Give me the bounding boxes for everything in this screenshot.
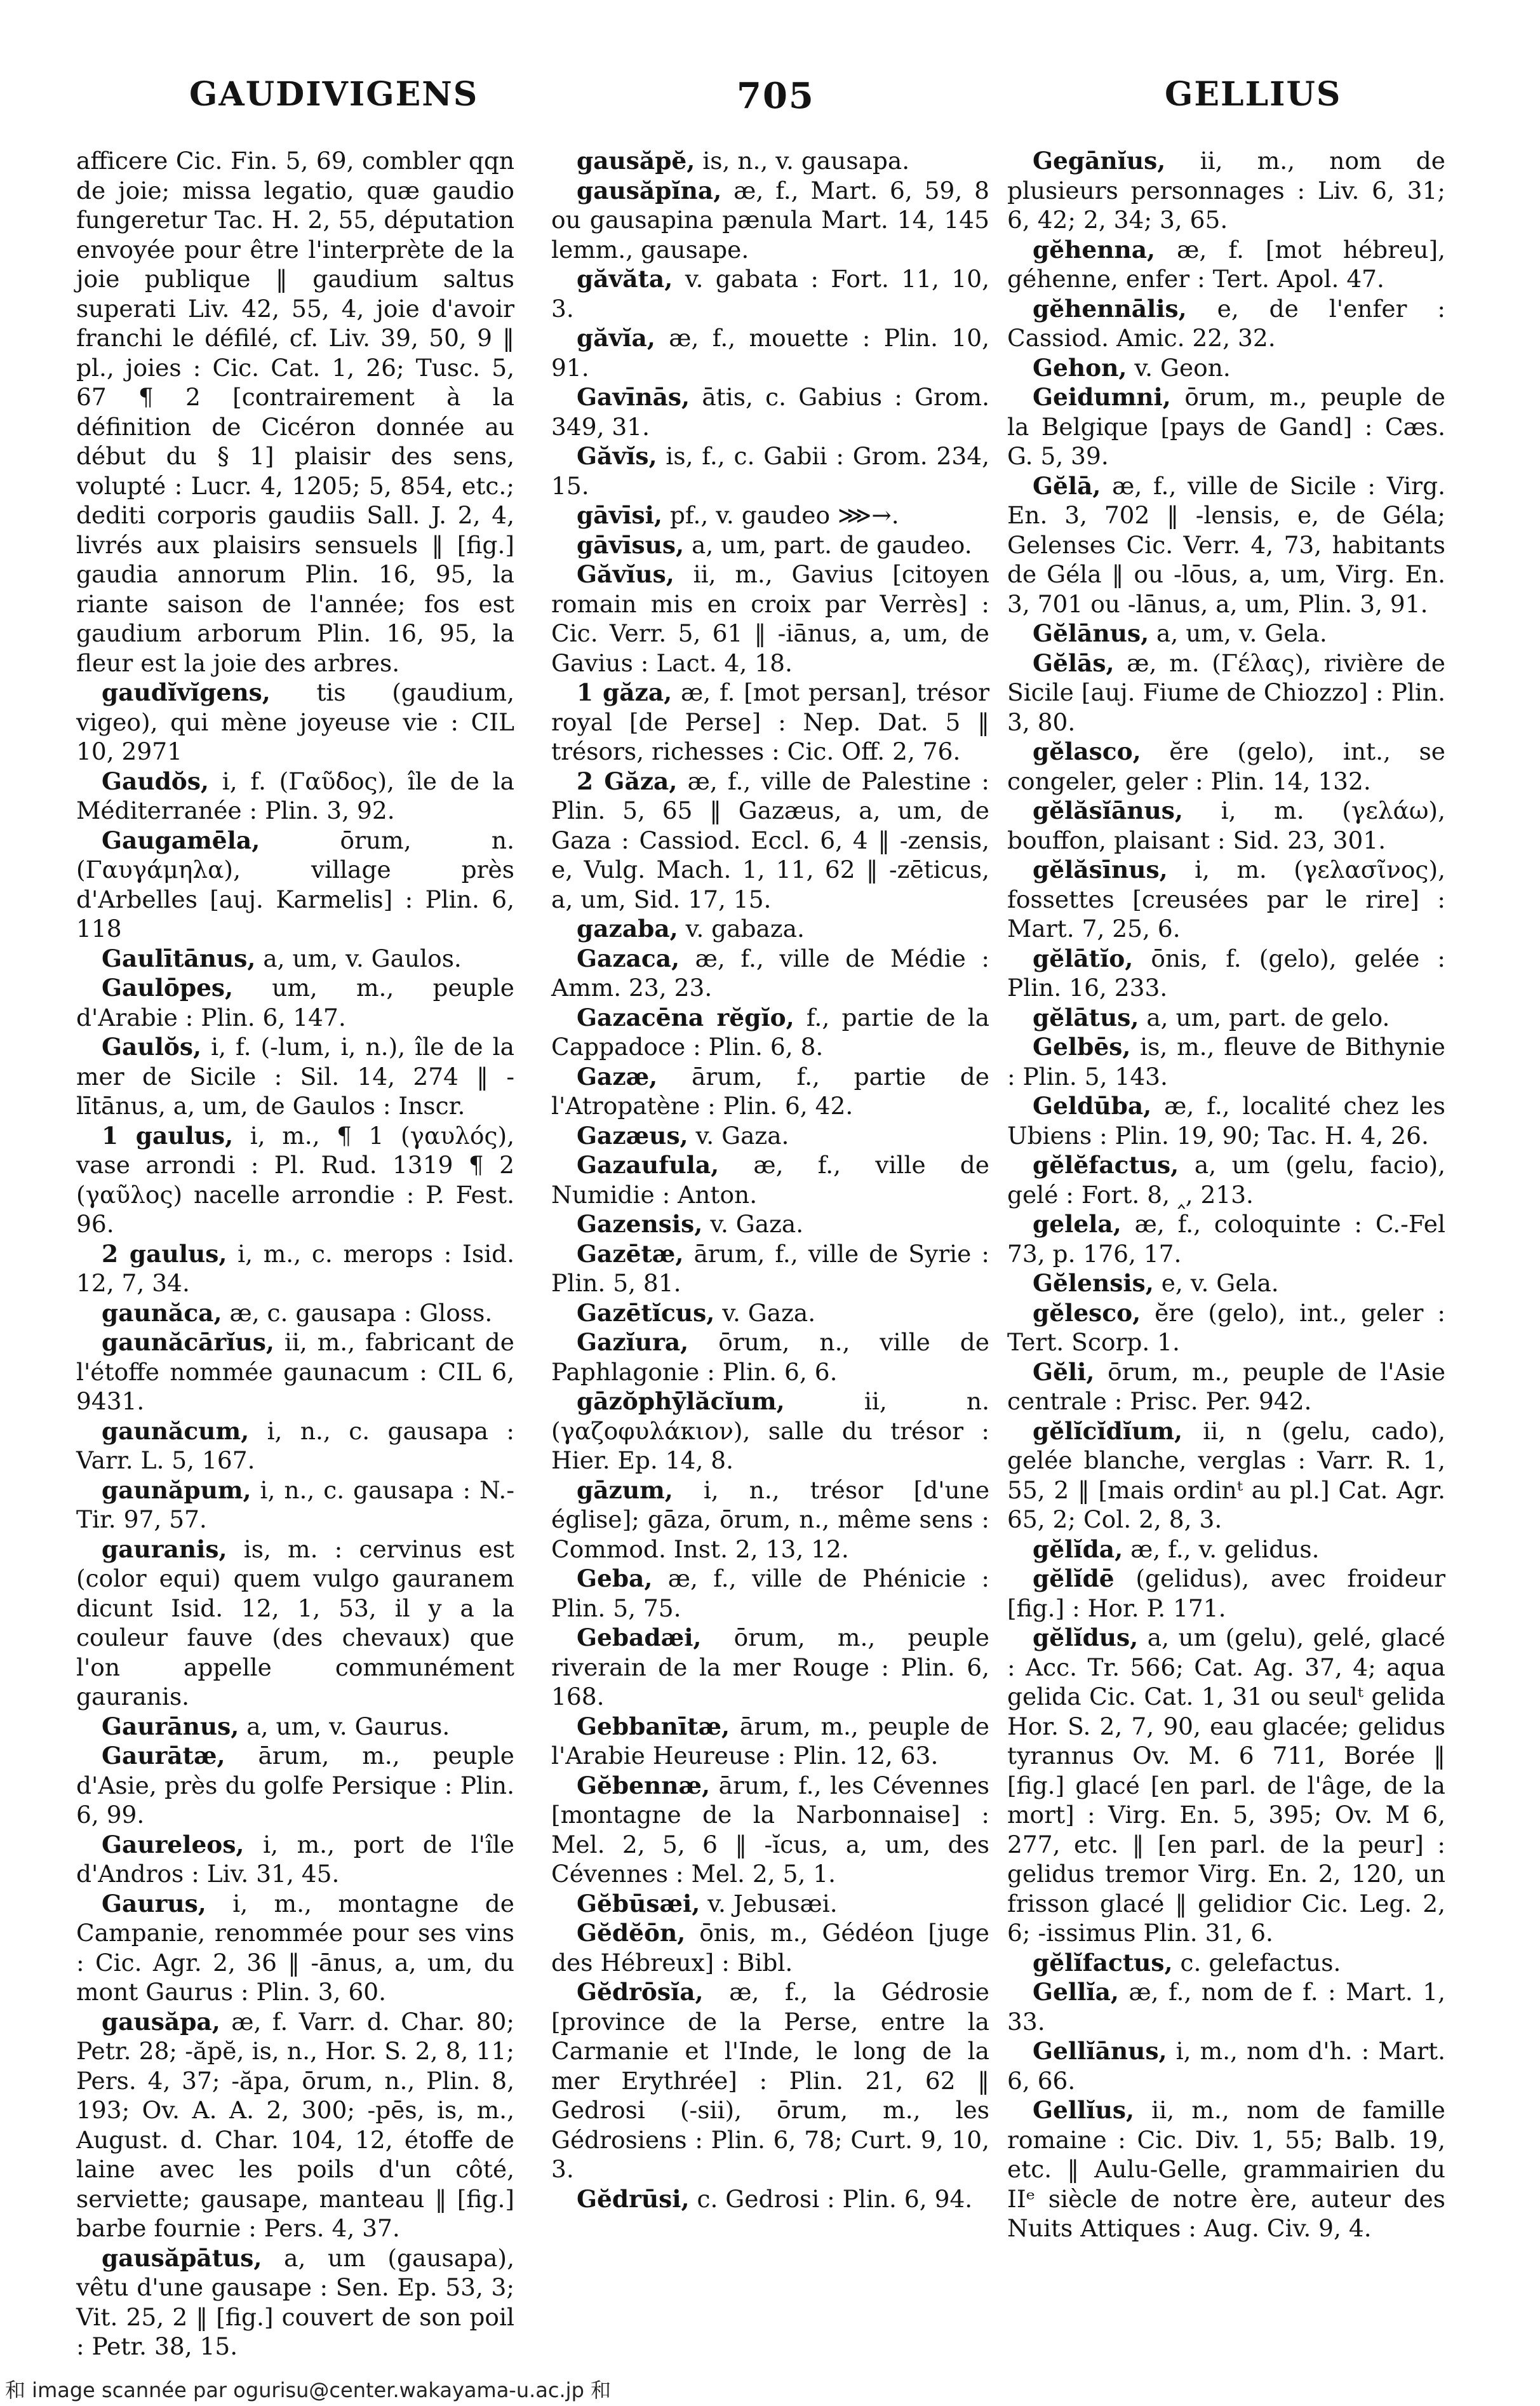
dictionary-entry bbox=[76, 1712, 514, 1742]
entry-definition: um, m., peuple d'Arabie : Plin. 6, 147. bbox=[76, 974, 514, 1032]
entry-headword: Gĕlās, bbox=[1033, 649, 1115, 677]
dictionary-entry bbox=[1007, 1268, 1445, 1298]
entry-definition: i, n., c. gausapa : N.-Tir. 97, 57. bbox=[76, 1475, 515, 1533]
dictionary-entry bbox=[551, 2184, 989, 2214]
entry-definition: ārum, m., peuple de l'Arabie Heureuse : Plin. 12, 63. bbox=[551, 1712, 989, 1770]
entry-headword: Gĕlensis, bbox=[1033, 1269, 1154, 1297]
dictionary-entry bbox=[551, 1387, 989, 1475]
entry-definition: afficere Cic. Fin. 5, 69, combler qqn de joie; missa legatio, quæ gaudio fungeretur Tac. H. 2, 55, députation envoyée pour être l'interprète de la joie publique ‖ gaudium saltus superati Liv. 42, 55, 4, joie d'avoir franchi le défilé, cf. Liv. 39, 50, 9 ‖ pl., joies : Cic. Cat. 1, 26; Tusc. 5, 67 ¶ 2 [contrairement à la définition de Cicéron donnée au début du § 1] plaisir des sens, volupté : Lucr. 4, 1205; 5, 854, etc.; dediti corporis gaudiis Sall. J. 2, 4, livrés aux plaisirs sensuels ‖ [fig.] gaudia annorum Plin. 16, 95, la riante saison de l'année; fos est gaudium arborum Plin. 16, 95, la fleur est la joie des arbres. bbox=[76, 147, 514, 677]
entry-headword: gaunăcārĭus, bbox=[102, 1328, 274, 1356]
entry-definition: f., partie de la Cappadoce : Plin. 6, 8. bbox=[551, 1003, 989, 1061]
entry-definition: i, f. (Γαῦδος), île de la Méditerranée : Plin. 3, 92. bbox=[76, 767, 515, 824]
entry-headword: Gelbēs, bbox=[1033, 1033, 1131, 1061]
entry-definition: æ, c. gausapa : Gloss. bbox=[229, 1298, 493, 1327]
entry-definition: ii, m., nom de famille romaine : Cic. Div. 1, 55; Balb. 19, etc. ‖ Aulu-Gelle, grammairien du IIᵉ siècle de notre ère, auteur des Nuits Attiques : Aug. Civ. 9, 4. bbox=[1007, 2096, 1445, 2242]
entry-definition: a, um, v. Gela. bbox=[1156, 619, 1327, 647]
entry-definition: i, m., ¶ 1 (γαυλός), vase arrondi : Pl. Rud. 1319 ¶ 2 (γαῦλος) nacelle arrondie : P. Fest. 96. bbox=[76, 1121, 515, 1238]
entry-headword: găvĭa, bbox=[577, 324, 655, 352]
dictionary-entry bbox=[551, 1209, 989, 1239]
dictionary-entry bbox=[1007, 471, 1445, 619]
dictionary-entry bbox=[1007, 1564, 1445, 1623]
entry-definition: æ, f., v. gelidus. bbox=[1130, 1535, 1320, 1563]
entry-headword: gĕlăsĭānus, bbox=[1033, 796, 1183, 824]
dictionary-entry bbox=[551, 264, 989, 323]
entry-definition: a, um (gelu), gelé, glacé : Acc. Tr. 566; Cat. Ag. 37, 4; aqua gelida Cic. Cat. 1, 31 ou seulᵗ gelida Hor. S. 2, 7, 90, eau glacée; gelidus tyrannus Ov. M. 6 711, Borée ‖ [fig.] glacé [en parl. de l'âge, de la mort] : Virg. En. 5, 395; Ov. M 6, 277, etc. ‖ [en parl. de la peur] : gelidus tremor Virg. En. 2, 120, un frisson glacé ‖ gelidior Cic. Leg. 2, 6; -issimus Plin. 31, 6. bbox=[1007, 1623, 1446, 1947]
entry-headword: Gaureleos, bbox=[102, 1830, 244, 1858]
dictionary-entry bbox=[1007, 382, 1445, 471]
entry-headword: Gaulŏs, bbox=[102, 1033, 202, 1061]
dictionary-entry bbox=[551, 146, 989, 176]
entry-definition: æ, f. [mot hébreu], géhenne, enfer : Tert. Apol. 47. bbox=[1007, 235, 1446, 293]
entry-definition: æ, f., ville de Palestine : Plin. 5, 65 ‖ Gazæus, a, um, de Gaza : Cassiod. Eccl. 6, 4 ‖ -zensis, e, Vulg. Mach. 1, 11, 62 ‖ -zēticus, a, um, Sid. 17, 15. bbox=[551, 767, 989, 913]
entry-definition: i, m. (γελάω), bouffon, plaisant : Sid. 23, 301. bbox=[1007, 796, 1445, 854]
dictionary-entry bbox=[551, 1062, 989, 1121]
entry-definition: i, m., port de l'île d'Andros : Liv. 31, 45. bbox=[76, 1830, 514, 1888]
entry-headword: Gazētĭcus, bbox=[577, 1298, 715, 1327]
entry-headword: Gĕbennæ, bbox=[577, 1771, 711, 1799]
entry-definition: æ, f., coloquinte : C.-Fel 73, p. 176, 17. bbox=[1007, 1210, 1445, 1268]
entry-headword: gauranis, bbox=[102, 1535, 227, 1563]
dictionary-entry bbox=[551, 678, 989, 767]
entry-definition: v. Jebusæi. bbox=[707, 1889, 838, 1918]
entry-headword: Gehon, bbox=[1033, 353, 1127, 382]
dictionary-entry bbox=[551, 1121, 989, 1151]
dictionary-entry bbox=[1007, 1948, 1445, 1978]
entry-definition: æ, f., localité chez les Ubiens : Plin. 19, 90; Tac. H. 4, 26. bbox=[1007, 1092, 1445, 1150]
dictionary-entry bbox=[551, 914, 989, 944]
entry-definition: v. Gaza. bbox=[722, 1298, 816, 1327]
entry-headword: Gazaufula, bbox=[577, 1151, 720, 1179]
entry-headword: Gazensis, bbox=[577, 1210, 703, 1238]
entry-headword: gĕlasco, bbox=[1033, 737, 1141, 765]
entry-headword: Gĕlā, bbox=[1033, 471, 1101, 500]
entry-definition: is, m., fleuve de Bithynie : Plin. 5, 143. bbox=[1007, 1033, 1445, 1091]
dictionary-entry bbox=[76, 1830, 514, 1889]
entry-headword: Gaulōpes, bbox=[102, 974, 234, 1002]
dictionary-entry bbox=[76, 1121, 514, 1239]
dictionary-entry bbox=[551, 176, 989, 265]
dictionary-entry bbox=[76, 2007, 514, 2243]
entry-definition: i, m., c. merops : Isid. 12, 7, 34. bbox=[76, 1239, 515, 1297]
entry-headword: gausăpa, bbox=[102, 2007, 220, 2036]
entry-headword: Geba, bbox=[577, 1564, 653, 1592]
entry-headword: Gavīnās, bbox=[577, 383, 690, 411]
entry-definition: v. gabaza. bbox=[685, 915, 805, 943]
entry-headword: Geldūba, bbox=[1033, 1092, 1152, 1120]
entry-headword: gāzŏphȳlăcĭum, bbox=[577, 1387, 785, 1415]
dictionary-entry bbox=[76, 1298, 514, 1328]
header-right-guideword: GELLIUS bbox=[1165, 75, 1342, 114]
entry-definition: æ, f. Varr. d. Char. 80; Petr. 28; -ăpĕ, is, n., Hor. S. 2, 8, 11; Pers. 4, 37; -ăpa, ōrum, n., Plin. 8, 193; Ov. A. A. 2, 300; -pēs, is, m., August. d. Char. 104, 12, étoffe de laine avec les poils d'un côté, serviette; gausape, manteau ‖ [fig.] barbe fournie : Pers. 4, 37. bbox=[76, 2007, 515, 2242]
entry-headword: gĕhenna, bbox=[1033, 235, 1156, 264]
entry-definition: is, n., v. gausapa. bbox=[702, 147, 910, 175]
entry-definition: ii, m., Gavius [citoyen romain mis en croix par Verrès] : Cic. Verr. 5, 61 ‖ -iānus, a, um, de Gavius : Lact. 4, 18. bbox=[551, 560, 990, 677]
entry-definition: a, um, v. Gaulos. bbox=[263, 944, 462, 972]
entry-definition: a, um (gausapa), vêtu d'une gausape : Sen. Ep. 53, 3; Vit. 25, 2 ‖ [fig.] couvert de son poil : Petr. 38, 15. bbox=[76, 2243, 514, 2360]
entry-headword: gĕlesco, bbox=[1033, 1298, 1141, 1327]
entry-headword: Gazacēna rĕgĭo, bbox=[577, 1003, 794, 1032]
entry-headword: gaunăpum, bbox=[102, 1475, 251, 1504]
entry-definition: ii, m., nom de plusieurs personnages : Liv. 6, 31; 6, 42; 2, 34; 3, 65. bbox=[1007, 147, 1445, 234]
dictionary-entry bbox=[1007, 649, 1445, 737]
dictionary-entry bbox=[551, 1475, 989, 1564]
entry-definition: a, um, part. de gaudeo. bbox=[692, 530, 972, 559]
entry-definition: ōrum, n., ville de Paphlagonie : Plin. 6, 6. bbox=[551, 1328, 989, 1386]
dictionary-entry bbox=[1007, 1150, 1445, 1209]
entry-headword: Gazæus, bbox=[577, 1121, 688, 1150]
entry-headword: gĕlĭfactus, bbox=[1033, 1948, 1173, 1977]
entry-definition: ōrum, m., peuple de la Belgique [pays de Gand] : Cæs. G. 5, 39. bbox=[1007, 383, 1445, 470]
column-middle bbox=[551, 146, 989, 2337]
entry-definition: tis (gaudium, vigeo), qui mène joyeuse vie : CIL 10, 2971 bbox=[76, 678, 514, 765]
entry-headword: Gaudŏs, bbox=[102, 767, 209, 795]
entry-definition: æ, f., ville de Sicile : Virg. En. 3, 702 ‖ -lensis, e, de Géla; Gelenses Cic. Verr. 4, 73, habitants de Géla ‖ ou -lōus, a, um, Virg. En. 3, 701 ou -lānus, a, um, Plin. 3, 91. bbox=[1007, 471, 1445, 618]
entry-headword: gĕlātĭo, bbox=[1033, 944, 1134, 972]
entry-headword: gĕlĭdus, bbox=[1033, 1623, 1139, 1651]
dictionary-entry bbox=[1007, 1032, 1445, 1091]
dictionary-entry bbox=[551, 1298, 989, 1328]
entry-definition: ĕre (gelo), int., geler : Tert. Scorp. 1. bbox=[1007, 1298, 1445, 1356]
entry-headword: gausăpĭna, bbox=[577, 176, 722, 205]
entry-headword: găvăta, bbox=[577, 265, 673, 293]
entry-definition: æ, f., la Gédrosie [province de la Perse, entre la Carmanie et l'Inde, le long de la mer Erythrée] : Plin. 21, 62 ‖ Gedrosi (-sii), ōrum, m., les Gédrosiens : Plin. 6, 78; Curt. 9, 10, 3. bbox=[551, 1978, 990, 2183]
dictionary-entry bbox=[1007, 855, 1445, 944]
entry-definition: æ, f., Mart. 6, 59, 8 ou gausapina pænula Mart. 14, 145 lemm., gausape. bbox=[551, 176, 989, 264]
entry-definition: i, m. (γελασῖνος), fossettes [creusées par le rire] : Mart. 7, 25, 6. bbox=[1007, 856, 1445, 943]
entry-definition: v. Gaza. bbox=[695, 1121, 789, 1150]
entry-headword: Gĕdrōsĭa, bbox=[577, 1978, 704, 2006]
entry-definition: æ, f., ville de Phénicie : Plin. 5, 75. bbox=[551, 1564, 989, 1622]
dictionary-entry bbox=[551, 1150, 989, 1209]
entry-headword: Gebadæi, bbox=[577, 1623, 702, 1651]
entry-definition: pf., v. gaudeo ⋙→. bbox=[669, 501, 899, 529]
entry-headword: gĕlātus, bbox=[1033, 1003, 1139, 1032]
dictionary-entry bbox=[551, 944, 989, 1003]
dictionary-entry bbox=[1007, 1623, 1445, 1948]
entry-headword: Gazaca, bbox=[577, 944, 680, 972]
entry-definition: æ, f. [mot persan], trésor royal [de Perse] : Nep. Dat. 5 ‖ trésors, richesses : Cic. Off. 2, 76. bbox=[551, 678, 989, 765]
entry-definition: ii, n (gelu, cado), gelée blanche, verglas : Varr. R. 1, 55, 2 ‖ [mais ordinᵗ au pl.] Cat. Agr. 65, 2; Col. 2, 8, 3. bbox=[1007, 1416, 1445, 1533]
entry-headword: Gellĭus, bbox=[1033, 2096, 1135, 2124]
scan-credit-footer: 和 image scannée par ogurisu@center.wakayama-u.ac.jp 和 bbox=[5, 2378, 612, 2402]
dictionary-entry bbox=[76, 1239, 514, 1298]
entry-definition: i, n., c. gausapa : Varr. L. 5, 167. bbox=[76, 1416, 514, 1474]
dictionary-entry bbox=[551, 1003, 989, 1062]
entry-headword: gaunăcum, bbox=[102, 1416, 250, 1445]
entry-headword: Gĕlānus, bbox=[1033, 619, 1149, 647]
entry-definition: e, v. Gela. bbox=[1161, 1269, 1279, 1297]
dictionary-entry bbox=[1007, 2095, 1445, 2243]
entry-headword: gāvīsi, bbox=[577, 501, 662, 529]
entry-definition: is, f., c. Gabii : Grom. 234, 15. bbox=[551, 442, 990, 500]
entry-headword: 2 Găza, bbox=[577, 767, 678, 795]
dictionary-entry bbox=[551, 1918, 989, 1977]
entry-headword: gaudĭvĭgens, bbox=[102, 678, 271, 706]
entry-headword: gĕlĭda, bbox=[1033, 1535, 1123, 1563]
entry-headword: Gĕbūsæi, bbox=[577, 1889, 700, 1918]
dictionary-entry bbox=[551, 441, 989, 501]
entry-headword: Gazæ, bbox=[577, 1062, 658, 1091]
entry-definition: ārum, f., partie de l'Atropatène : Plin. 6, 42. bbox=[551, 1062, 989, 1120]
entry-definition: a, um, part. de gelo. bbox=[1146, 1003, 1390, 1032]
dictionary-entry bbox=[551, 1977, 989, 2184]
dictionary-entry bbox=[551, 1712, 989, 1771]
dictionary-entry bbox=[76, 973, 514, 1032]
entry-headword: Gazētæ, bbox=[577, 1239, 684, 1268]
entry-headword: Gaurus, bbox=[102, 1889, 206, 1918]
entry-definition: i, m., montagne de Campanie, renommée pour ses vins : Cic. Agr. 2, 36 ‖ -ānus, a, um, du mont Gaurus : Plin. 3, 60. bbox=[76, 1889, 515, 2006]
entry-definition: a, um, v. Gaurus. bbox=[246, 1712, 450, 1740]
entry-headword: 2 gaulus, bbox=[102, 1239, 227, 1268]
entry-headword: Gaulītānus, bbox=[102, 944, 256, 972]
dictionary-entry bbox=[1007, 1416, 1445, 1535]
dictionary-entry bbox=[1007, 619, 1445, 649]
page-number: 705 bbox=[737, 75, 815, 117]
entry-definition: æ, f., mouette : Plin. 10, 91. bbox=[551, 324, 989, 382]
entry-definition: ii, m., fabricant de l'étoffe nommée gaunacum : CIL 6, 9431. bbox=[76, 1328, 515, 1415]
entry-headword: gazaba, bbox=[577, 915, 678, 943]
entry-definition: ōnis, m., Gédéon [juge des Hébreux] : Bibl. bbox=[551, 1919, 989, 1977]
dictionary-entry bbox=[551, 1889, 989, 1919]
entry-definition: is, m. : cervinus est (color equi) quem vulgo gauranem dicunt Isid. 12, 1, 53, il y a la couleur fauve (des chevaux) que l'on appelle communément gauranis. bbox=[76, 1535, 514, 1710]
dictionary-entry bbox=[76, 767, 514, 826]
entry-definition: v. gabata : Fort. 11, 10, 3. bbox=[551, 265, 989, 323]
dictionary-entry bbox=[1007, 146, 1445, 235]
column-left bbox=[76, 146, 515, 2360]
header-left-guideword: GAUDIVIGENS bbox=[189, 75, 479, 114]
entry-headword: Găvĭus, bbox=[577, 560, 674, 588]
dictionary-entry bbox=[1007, 1003, 1445, 1033]
entry-definition: ōrum, n. (Γαυγάμηλα), village près d'Arbelles [auj. Karmelis] : Plin. 6, 118 bbox=[76, 826, 514, 943]
entry-headword: Geidumni, bbox=[1033, 383, 1171, 411]
dictionary-entry bbox=[1007, 1535, 1445, 1564]
entry-definition: ōrum, m., peuple riverain de la mer Rouge : Plin. 6, 168. bbox=[551, 1623, 989, 1710]
entry-headword: Gellĭa, bbox=[1033, 1978, 1119, 2006]
entry-definition: ātis, c. Gabius : Grom. 349, 31. bbox=[551, 383, 990, 441]
entry-definition: v. Gaza. bbox=[710, 1210, 804, 1238]
dictionary-entry bbox=[551, 1564, 989, 1623]
dictionary-entry bbox=[76, 146, 514, 678]
entry-headword: gĕhennālis, bbox=[1033, 294, 1187, 323]
dictionary-entry bbox=[76, 1535, 514, 1712]
dictionary-entry bbox=[1007, 1091, 1445, 1150]
entry-headword: Gebbanītæ, bbox=[577, 1712, 730, 1740]
entry-definition: i, f. (-lum, i, n.), île de la mer de Sicile : Sil. 14, 274 ‖ -lītānus, a, um, de Gaulos : Inscr. bbox=[76, 1033, 514, 1120]
column-right bbox=[1007, 146, 1445, 2337]
entry-headword: gaunăca, bbox=[102, 1298, 222, 1327]
entry-definition: æ, f., ville de Médie : Amm. 23, 23. bbox=[551, 944, 989, 1002]
dictionary-entry bbox=[76, 1741, 514, 1830]
dictionary-entry bbox=[1007, 353, 1445, 383]
entry-headword: gĕlăsīnus, bbox=[1033, 856, 1168, 884]
entry-headword: gausăpĕ, bbox=[577, 147, 695, 175]
dictionary-entry bbox=[76, 1032, 514, 1121]
entry-definition: ārum, f., ville de Syrie : Plin. 5, 81. bbox=[551, 1239, 990, 1297]
dictionary-entry bbox=[76, 2243, 514, 2362]
entry-definition: æ, f., ville de Numidie : Anton. bbox=[551, 1151, 990, 1209]
entry-definition: i, n., trésor [d'une église]; gāza, ōrum, n., même sens : Commod. Inst. 2, 13, 12. bbox=[551, 1475, 990, 1563]
entry-definition: a, um (gelu, facio), gelé : Fort. 8, ‸, 213. bbox=[1007, 1151, 1445, 1209]
entry-headword: gausăpātus, bbox=[102, 2243, 262, 2272]
entry-headword: gĕlĭdē bbox=[1033, 1564, 1115, 1592]
entry-headword: gĕlĕfactus, bbox=[1033, 1151, 1179, 1179]
entry-headword: gāvīsus, bbox=[577, 530, 685, 559]
entry-definition: i, m., nom d'h. : Mart. 6, 66. bbox=[1007, 2037, 1445, 2095]
dictionary-entry bbox=[76, 1416, 514, 1475]
entry-definition: e, de l'enfer : Cassiod. Amic. 22, 32. bbox=[1007, 294, 1446, 352]
entry-headword: 1 gaulus, bbox=[102, 1121, 234, 1150]
entry-headword: Gĕli, bbox=[1033, 1357, 1095, 1386]
dictionary-entry bbox=[76, 1327, 514, 1416]
entry-definition: ōrum, m., peuple de l'Asie centrale : Prisc. Per. 942. bbox=[1007, 1357, 1446, 1415]
dictionary-entry bbox=[1007, 2036, 1445, 2095]
entry-definition: ōnis, f. (gelo), gelée : Plin. 16, 233. bbox=[1007, 944, 1445, 1002]
entry-definition: (gelidus), avec froideur [fig.] : Hor. P. 171. bbox=[1007, 1564, 1445, 1622]
dictionary-entry bbox=[1007, 796, 1445, 855]
entry-headword: Gellĭānus, bbox=[1033, 2037, 1167, 2065]
dictionary-entry bbox=[551, 767, 989, 915]
dictionary-entry bbox=[551, 323, 989, 382]
dictionary-entry bbox=[551, 1239, 989, 1298]
dictionary-entry bbox=[1007, 1298, 1445, 1357]
entry-headword: Gaurātæ, bbox=[102, 1742, 225, 1770]
entry-definition: c. gelefactus. bbox=[1180, 1948, 1341, 1977]
dictionary-entry bbox=[1007, 294, 1445, 353]
entry-definition: ārum, f., les Cévennes [montagne de la Narbonnaise] : Mel. 2, 5, 6 ‖ -ĭcus, a, um, des Cévennes : Mel. 2, 5, 1. bbox=[551, 1771, 990, 1888]
running-header bbox=[0, 75, 1540, 132]
dictionary-entry bbox=[551, 530, 989, 560]
entry-headword: Gĕdrūsi, bbox=[577, 2184, 690, 2213]
entry-headword: gāzum, bbox=[577, 1475, 673, 1504]
entry-definition: æ, m. (Γέλας), rivière de Sicile [auj. Fiume de Chiozzo] : Plin. 3, 80. bbox=[1007, 649, 1446, 736]
entry-headword: Gegānĭus, bbox=[1033, 147, 1166, 175]
entry-headword: gĕlĭcĭdĭum, bbox=[1033, 1416, 1183, 1445]
entry-headword: Găvĭs, bbox=[577, 442, 657, 470]
entry-definition: ĕre (gelo), int., se congeler, geler : Plin. 14, 132. bbox=[1007, 737, 1445, 795]
entry-definition: c. Gedrosi : Plin. 6, 94. bbox=[697, 2184, 973, 2213]
dictionary-entry bbox=[551, 560, 989, 678]
dictionary-entry bbox=[1007, 1977, 1445, 2036]
entry-definition: ii, n. (γαζοφυλάκιον), salle du trésor : Hier. Ep. 14, 8. bbox=[551, 1387, 989, 1474]
dictionary-entry bbox=[1007, 1209, 1445, 1268]
dictionary-entry bbox=[551, 1327, 989, 1387]
dictionary-entry bbox=[551, 1623, 989, 1712]
entry-definition: v. Geon. bbox=[1134, 353, 1231, 382]
dictionary-entry bbox=[551, 501, 989, 530]
entry-headword: Gĕdĕōn, bbox=[577, 1919, 686, 1947]
entry-headword: Gaurānus, bbox=[102, 1712, 239, 1740]
dictionary-entry bbox=[76, 944, 514, 974]
entry-headword: gelela, bbox=[1033, 1210, 1122, 1238]
entry-headword: 1 găza, bbox=[577, 678, 673, 706]
dictionary-entry bbox=[551, 382, 989, 441]
dictionary-entry bbox=[1007, 1357, 1445, 1416]
dictionary-entry bbox=[76, 678, 514, 767]
entry-definition: æ, f., nom de f. : Mart. 1, 33. bbox=[1007, 1978, 1445, 2036]
dictionary-entry bbox=[1007, 944, 1445, 1003]
dictionary-entry bbox=[76, 1475, 514, 1535]
entry-headword: Gaugamēla, bbox=[102, 826, 260, 854]
dictionary-entry bbox=[1007, 235, 1445, 294]
entry-definition: ārum, m., peuple d'Asie, près du golfe Persique : Plin. 6, 99. bbox=[76, 1742, 515, 1829]
dictionary-entry bbox=[76, 826, 514, 944]
dictionary-entry bbox=[1007, 737, 1445, 796]
entry-headword: Gazĭura, bbox=[577, 1328, 689, 1356]
dictionary-entry bbox=[76, 1889, 514, 2007]
dictionary-entry bbox=[551, 1771, 989, 1889]
